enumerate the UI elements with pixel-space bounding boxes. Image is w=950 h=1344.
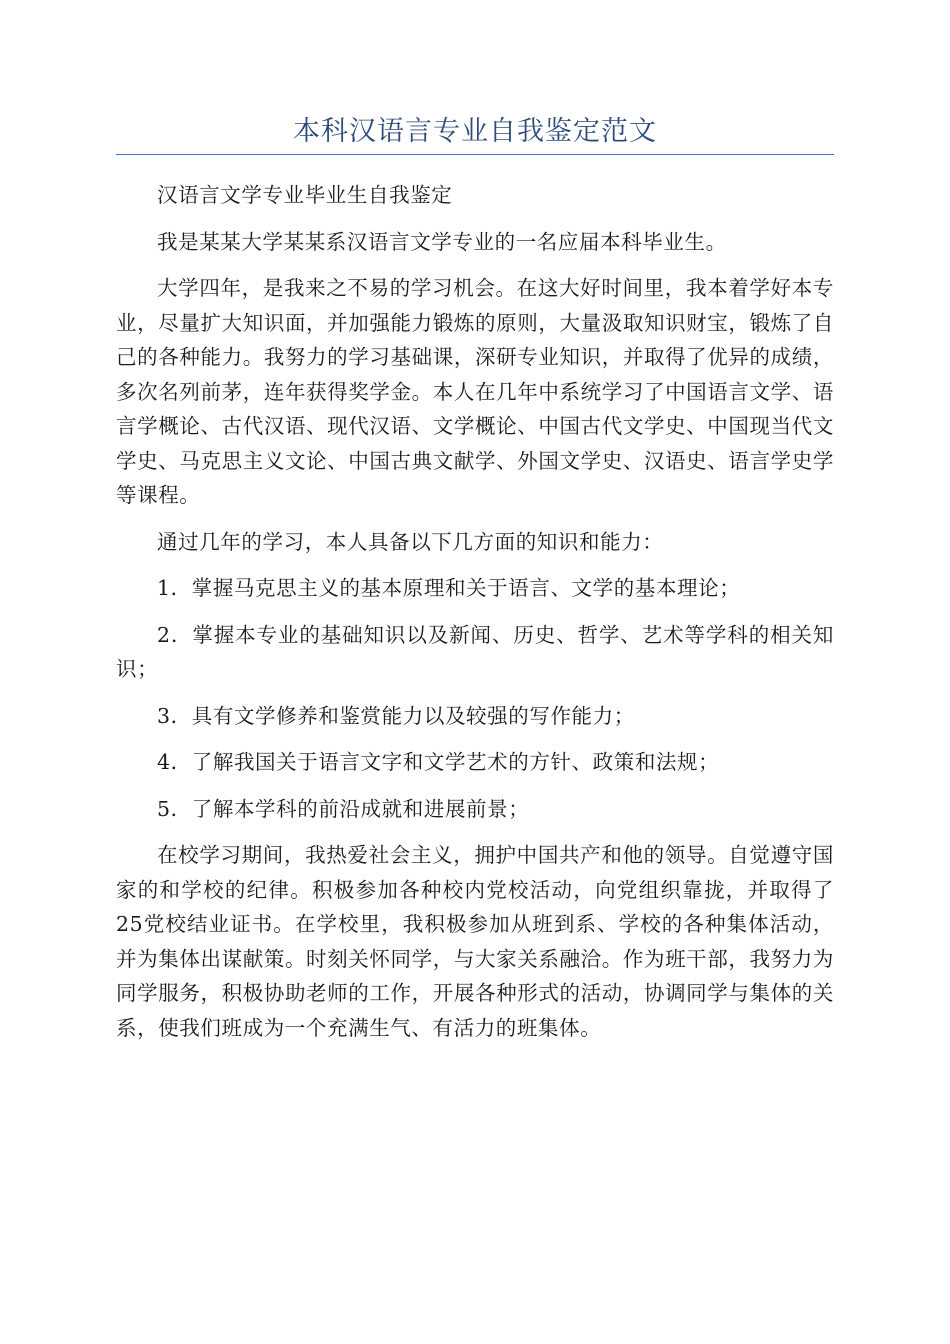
paragraph: 通过几年的学习，本人具备以下几方面的知识和能力： [157,529,664,554]
title-underline [116,154,834,155]
list-item: 2．掌握本专业的基础知识以及新闻、历史、哲学、艺术等学科的相关知识； [116,622,834,681]
paragraph: 我是某某大学某某系汉语言文学专业的一名应届本科毕业生。 [157,229,727,254]
list-item: 5．了解本学科的前沿成就和进展前景； [157,796,530,821]
document-title: 本科汉语言专业自我鉴定范文 [293,116,657,147]
document-body [116,178,834,1057]
paragraph: 在校学习期间，我热爱社会主义，拥护中国共产和他的领导。自觉遵守国家的和学校的纪律。积极参加各种校内党校活动，向党组织靠拢，并取得了25党校结业证书。在学校里，我积极参加从班到系、学校的各种集体活动，并为集体出谋献策。时刻关怀同学，与大家关系融洽。作为班干部，我努力为同学服务，积极协助老师的工作，开展各种形式的活动，协调同学与集体的关系，使我们班成为一个充满生气、有活力的班集体。 [116,843,834,1040]
paragraph: 汉语言文学专业毕业生自我鉴定 [157,183,453,207]
list-item: 4．了解我国关于语言文字和文学艺术的方针、政策和法规； [157,750,720,774]
list-item: 3．具有文学修养和鉴赏能力以及较强的写作能力； [157,703,635,728]
paragraph: 大学四年，是我来之不易的学习机会。在这大好时间里，我本着学好本专业，尽量扩大知识面，并加强能力锻炼的原则，大量汲取知识财宝，锻炼了自己的各种能力。我努力的学习基础课，深研专业知识，并取得了优异的成绩，多次名列前茅，连年获得奖学金。本人在几年中系统学习了中国语言文学、语言学概论、古代汉语、现代汉语、文学概论、中国古代文学史、中国现当代文学史、马克思主义文论、中国古典文献学、外国文学史、汉语史、语言学史学等课程。 [116,276,834,507]
list-item: 1．掌握马克思主义的基本原理和关于语言、文学的基本理论； [157,576,741,600]
